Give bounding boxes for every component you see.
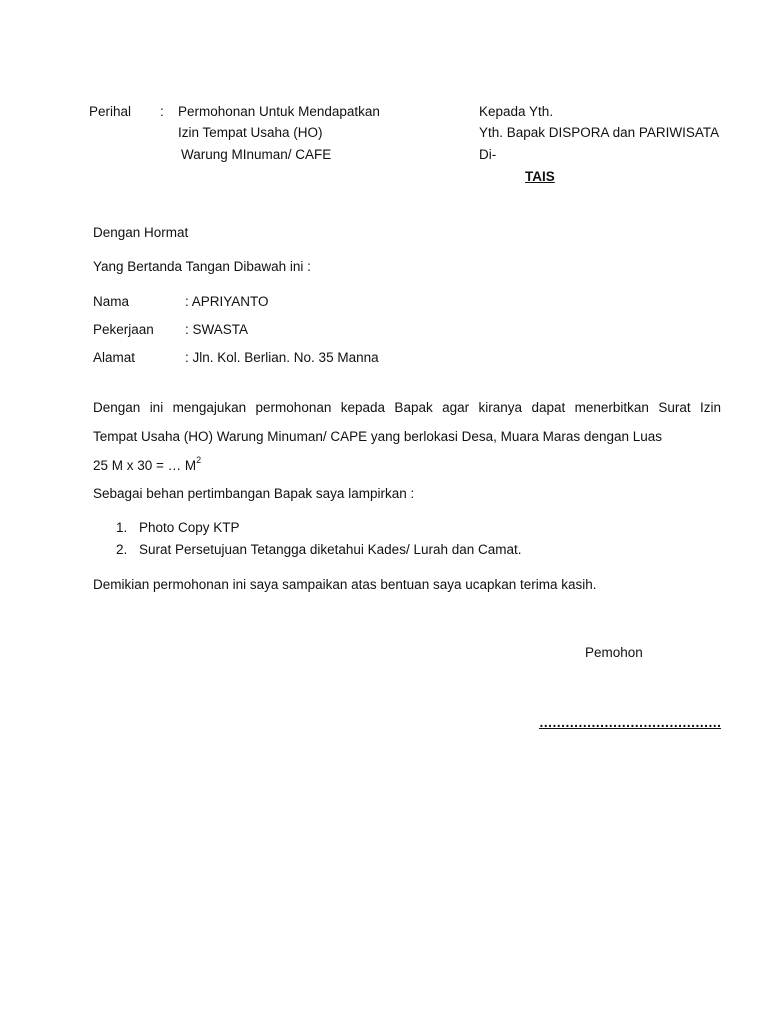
attachments-intro: Sebagai behan pertimbangan Bapak saya lampirkan :	[93, 486, 415, 501]
recipient-line-1: Kepada Yth.	[479, 104, 554, 119]
paragraph-line-1: Dengan ini mengajukan permohonan kepada Bapak agar kiranya dapat menerbitkan Surat Izin	[93, 400, 721, 415]
intro-text: Yang Bertanda Tangan Dibawah ini :	[93, 259, 311, 274]
field-label-alamat: Alamat	[93, 350, 136, 365]
area-formula-text: 25 M x 30 = … M	[93, 458, 197, 473]
field-label-nama: Nama	[93, 294, 130, 309]
perihal-label: Perihal	[89, 104, 132, 119]
subject-line-3: Warung MInuman/ CAFE	[181, 147, 332, 162]
subject-line-1: Permohonan Untuk Mendapatkan	[178, 104, 380, 119]
paragraph-line-2: Tempat Usaha (HO) Warung Minuman/ CAPE yang berlokasi Desa, Muara Maras dengan Luas	[93, 429, 663, 444]
greeting: Dengan Hormat	[93, 225, 189, 240]
subject-line-2: Izin Tempat Usaha (HO)	[178, 125, 323, 140]
attachment-number-1: 1.	[116, 520, 128, 535]
signature-line: ……………………………………	[539, 715, 721, 730]
attachment-item-1: Photo Copy KTP	[139, 520, 240, 535]
area-formula	[93, 454, 202, 474]
attachment-number-2: 2.	[116, 542, 128, 557]
recipient-place: TAIS	[525, 169, 555, 184]
recipient-line-3: Di-	[479, 147, 497, 162]
closing-text: Demikian permohonan ini saya sampaikan atas bentuan saya ucapkan terima kasih.	[93, 577, 597, 592]
attachment-item-2: Surat Persetujuan Tetangga diketahui Kades/ Lurah dan Camat.	[139, 542, 522, 557]
recipient-line-2: Yth. Bapak DISPORA dan PARIWISATA	[479, 125, 720, 140]
perihal-colon: :	[160, 104, 164, 119]
field-value-pekerjaan: : SWASTA	[185, 322, 249, 337]
signature-label: Pemohon	[585, 645, 643, 660]
field-value-nama: : APRIYANTO	[185, 294, 269, 309]
field-value-alamat: : Jln. Kol. Berlian. No. 35 Manna	[185, 350, 379, 365]
field-label-pekerjaan: Pekerjaan	[93, 322, 154, 337]
area-superscript: 2	[196, 454, 202, 465]
